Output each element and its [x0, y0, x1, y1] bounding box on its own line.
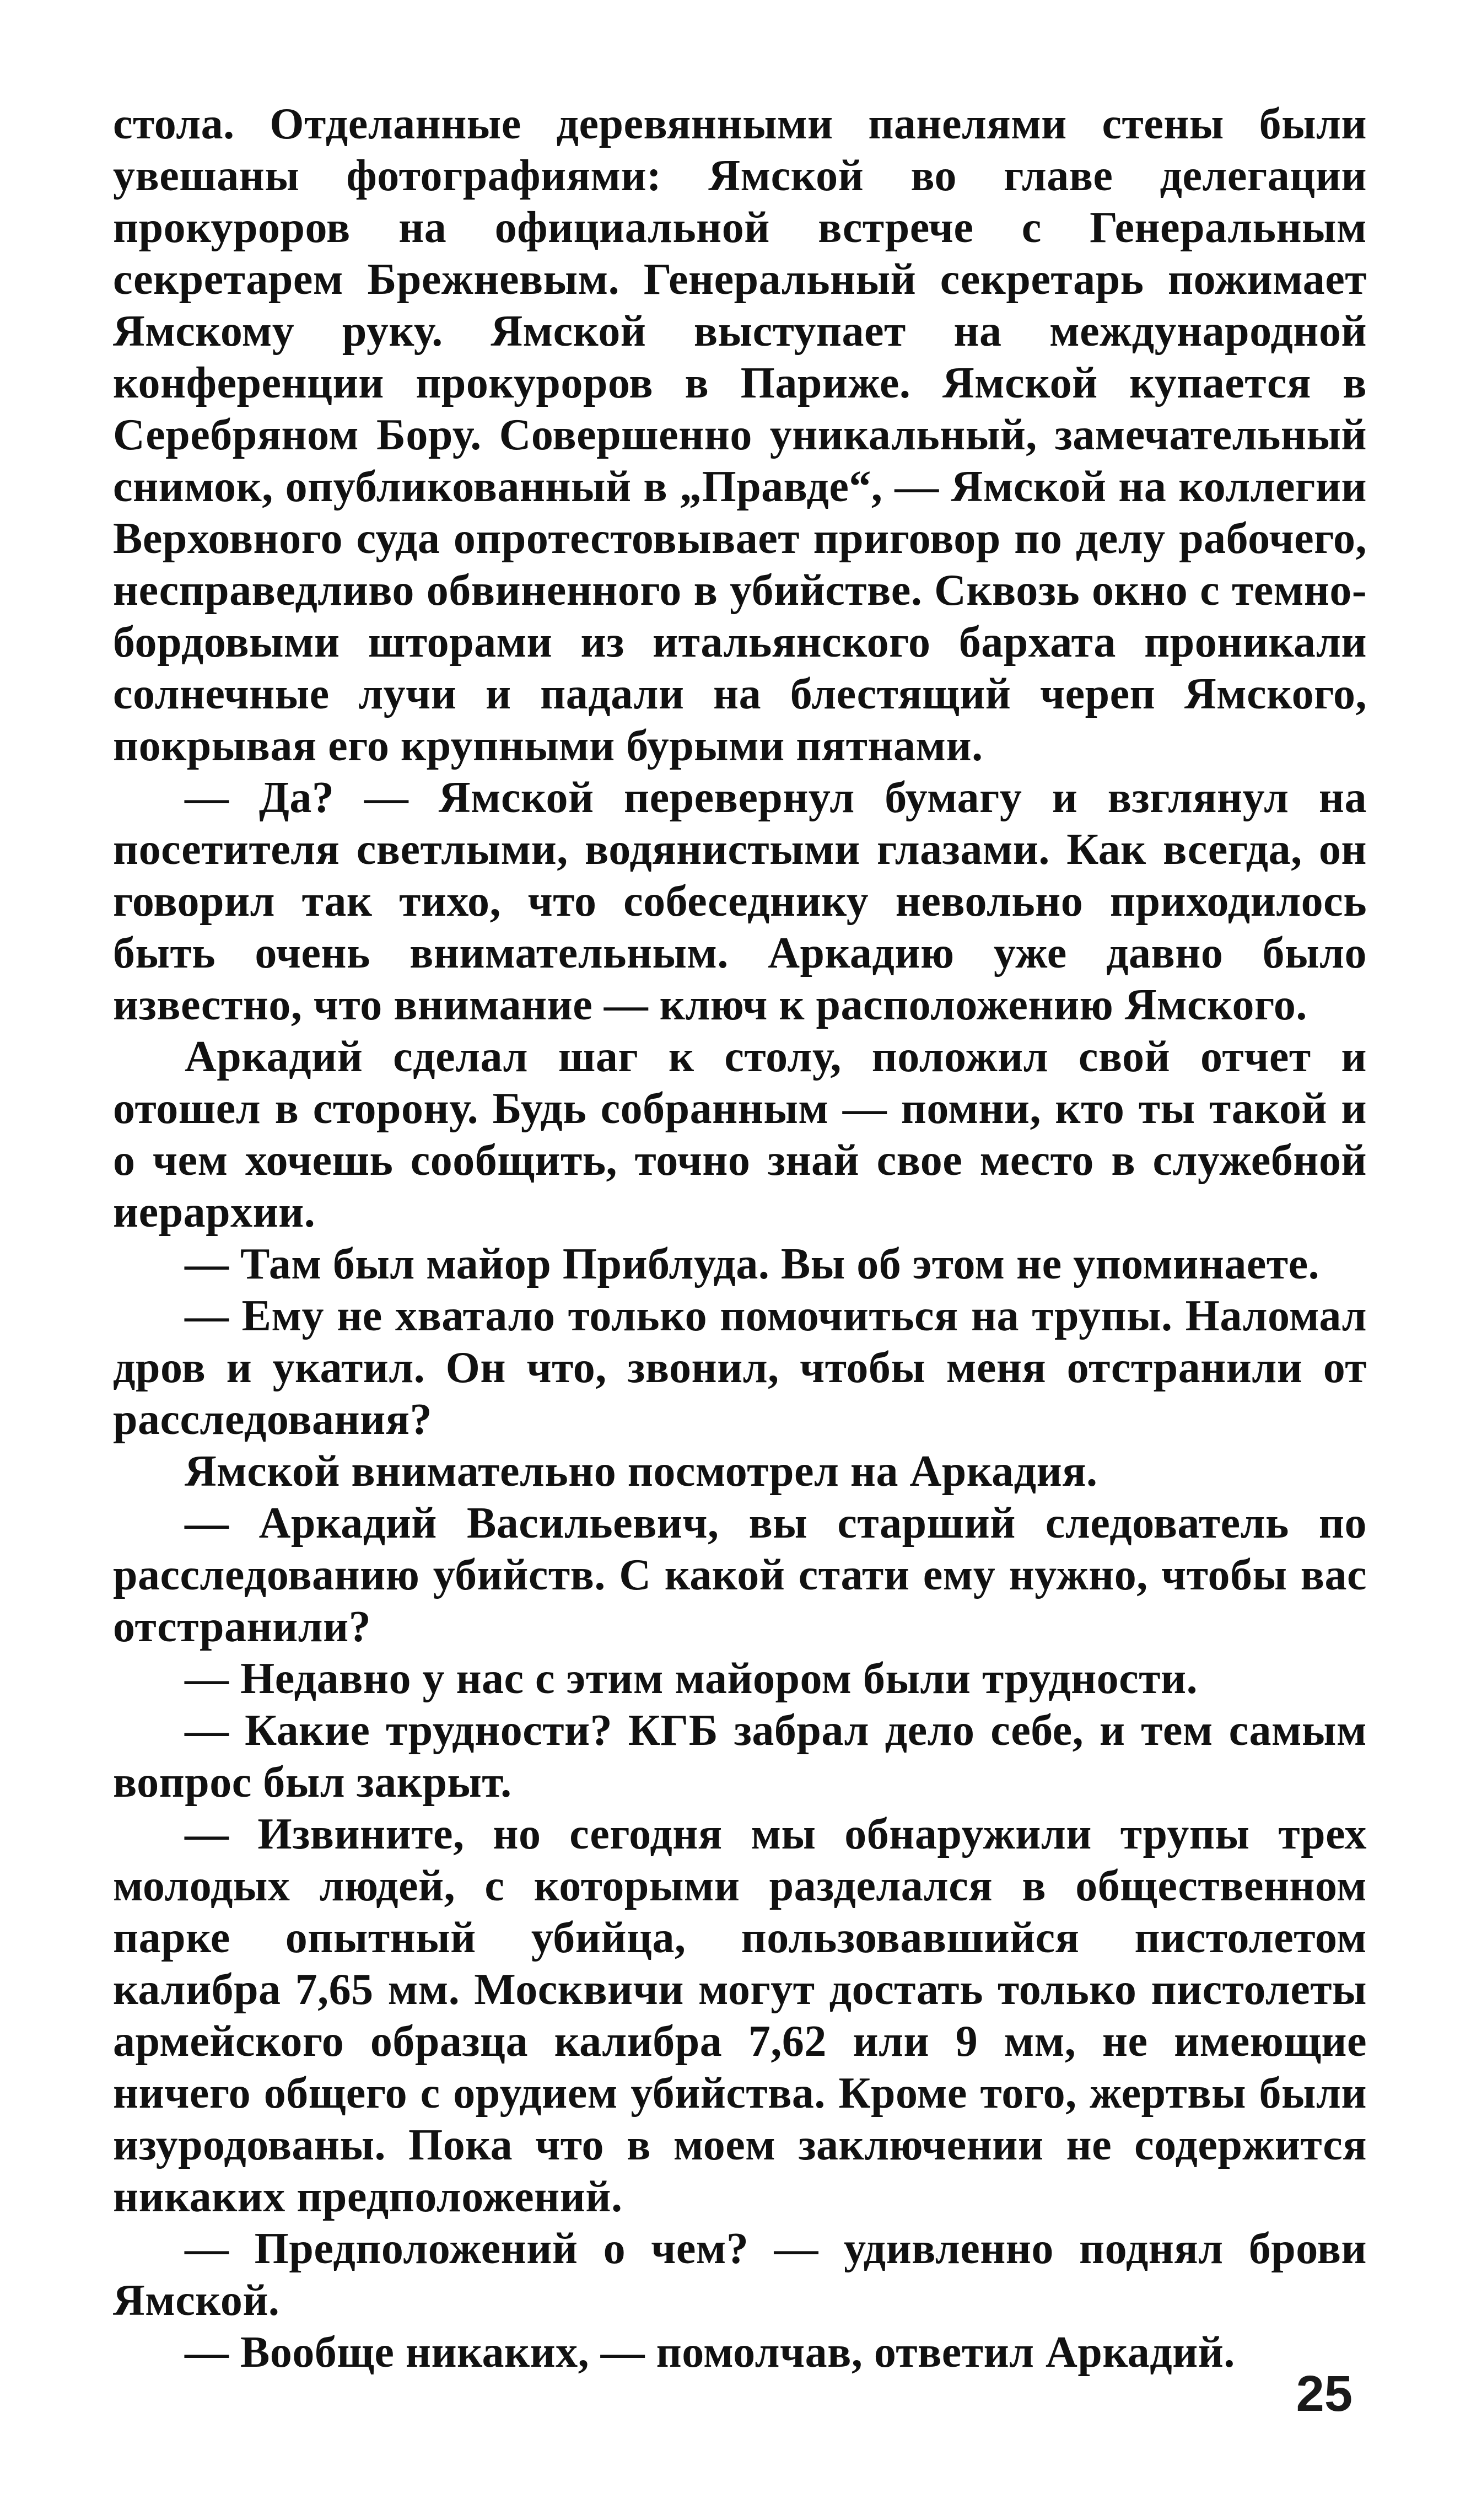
paragraph-12: — Вообще никаких, — помолчав, ответил Аркадий. — [185, 2328, 1235, 2377]
paragraph-9: — Какие трудности? КГБ забрал дело себе, и тем самым вопрос был закрыт. — [113, 1706, 1367, 1807]
paragraph-4: — Там был майор Приблуда. Вы об этом не упоминаете. — [185, 1240, 1320, 1288]
paragraph-2: — Да? — Ямской перевернул бумагу и взглянул на посетителя светлыми, водянистыми глазами. Как всегда, он говорил так тихо, что собеседнику невольно приходилось быть очень внимательным. Аркадию уже давно было известно, что внимание — ключ к расположению Ямского. — [113, 773, 1367, 1029]
paragraph-6: Ямской внимательно посмотрел на Аркадия. — [185, 1447, 1098, 1496]
paragraph-3: Аркадий сделал шаг к столу, положил свой отчет и отошел в сторону. Будь собранным — помни, кто ты такой и о чем хочешь сообщить, точно знай свое место в служебной иерархии. — [113, 1033, 1367, 1237]
body-text — [113, 98, 1367, 2378]
paragraph-5: — Ему не хватало только помочиться на трупы. Наломал дров и укатил. Он что, звонил, чтобы меня отстранили от расследования? — [113, 1292, 1367, 1444]
page-number: 25 — [1296, 2366, 1353, 2422]
paragraph-10: — Извините, но сегодня мы обнаружили трупы трех молодых людей, с которыми разделался в общественном парке опытный убийца, пользовавшийся пистолетом калибра 7,65 мм. Москвичи могут достать только пистолеты армейского образца калибра 7,62 или 9 мм, не имеющие ничего общего с орудием убийства. Кроме того, жертвы были изуродованы. Пока что в моем заключении не содержится никаких предположений. — [113, 1810, 1367, 2221]
paragraph-11: — Предположений о чем? — удивленно поднял брови Ямской. — [113, 2225, 1367, 2325]
paragraph-8: — Недавно у нас с этим майором были трудности. — [185, 1654, 1198, 1703]
paragraph-1: стола. Отделанные деревянными панелями стены были увешаны фотографиями: Ямской во главе делегации прокуроров на официальной встрече с Генеральным секретарем Брежневым. Генеральный секретарь пожимает Ямскому руку. Ямской выступает на международной конференции прокуроров в Париже. Ямской купается в Серебряном Бору. Совершенно уникальный, замечательный снимок, опубликованный в „Правде“, — Ямской на коллегии Верховного суда опротестовывает приговор по делу рабочего, несправедливо обвиненного в убийстве. Сквозь окно с темно-бордовыми шторами из итальянского бархата проникали солнечные лучи и падали на блестящий череп Ямского, покрывая его крупными бурыми пятнами. — [113, 100, 1367, 770]
paragraph-7: — Аркадий Васильевич, вы старший следователь по расследованию убийств. С какой стати ему нужно, чтобы вас отстранили? — [113, 1499, 1367, 1651]
